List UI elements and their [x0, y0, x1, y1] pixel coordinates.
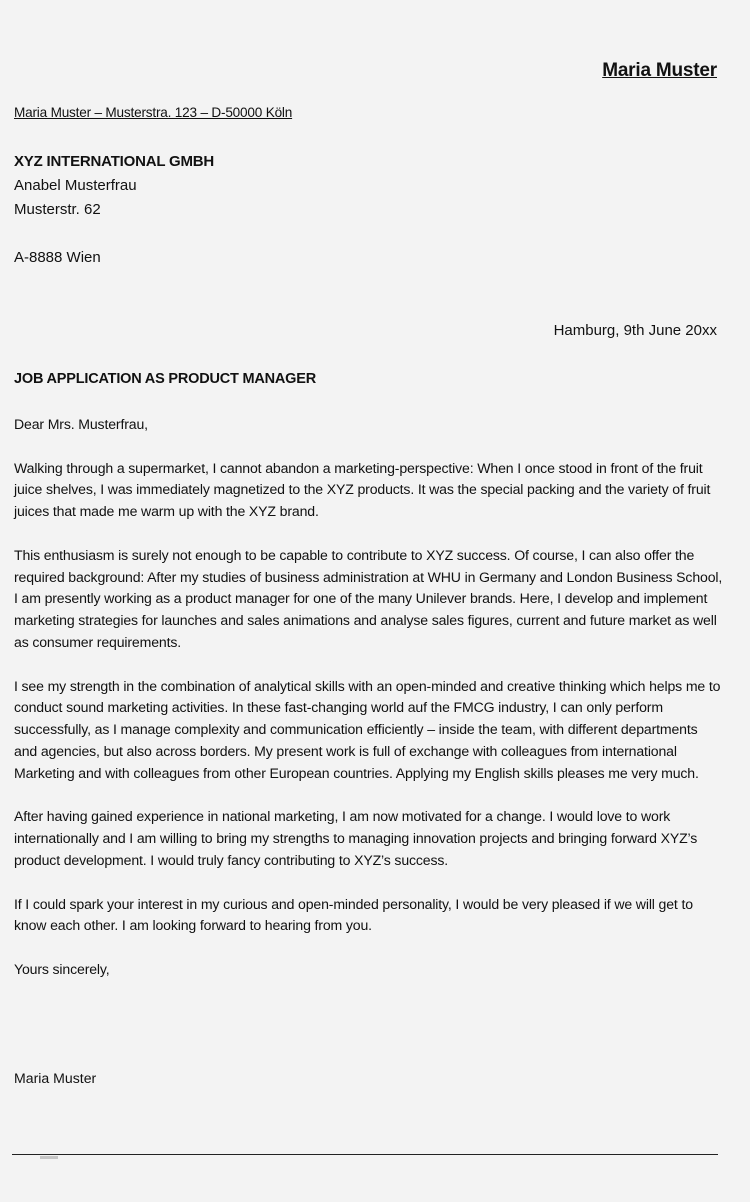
body-paragraph: If I could spark your interest in my curious and open-minded personality, I would be very pleased if we will get to know each other. I am looking forward to hearing from you. [14, 895, 693, 934]
recipient-city: A-8888 Wien [14, 249, 101, 266]
recipient-contact: Anabel Musterfrau [14, 177, 137, 194]
body-paragraph: This enthusiasm is surely not enough to be capable to contribute to XYZ success. Of course, I can also offer the required background: After my studies of business administration at WHU in Germany and London Business School, I am presently working as a product manager for one of the many Unilever brands. Here, I develop and implement marketing strategies for launches and sales animations and analyse sales figures, current and future market as well as consumer requirements. [14, 546, 723, 650]
body-paragraph: Walking through a supermarket, I cannot abandon a marketing-perspective: When I once stood in front of the fruit juice shelves, I was immediately magnetized to the XYZ products. It was the special packing and the variety of fruit juices that made me warm up with the XYZ brand. [14, 459, 711, 520]
footer-divider [12, 1154, 718, 1155]
recipient-street: Musterstr. 62 [14, 201, 101, 218]
sender-name: Maria Muster [602, 60, 717, 81]
body-paragraph: I see my strength in the combination of analytical skills with an open-minded and creative thinking which helps me to conduct sound marketing activities. In these fast-changing world auf the FMCG industry, I can only perform successfully, as I manage complexity and communication efficiently – inside the team, with different departments and agencies, but also across borders. My present work is full of exchange with colleagues from international Marketing and with colleagues from other European countries. Applying my English skills pleases me very much. [14, 677, 721, 781]
letter-body [14, 414, 724, 1003]
place-and-date: Hamburg, 9th June 20xx [553, 322, 717, 339]
body-paragraph: After having gained experience in national marketing, I am now motivated for a change. I would love to work internationally and I am willing to bring my strengths to managing innovation projects and bringing forward XYZ’s product development. I would truly fancy contributing to XYZ’s success. [14, 808, 698, 868]
signature-name: Maria Muster [14, 1070, 97, 1086]
subject-line: JOB APPLICATION AS PRODUCT MANAGER [14, 371, 317, 387]
salutation: Dear Mrs. Musterfrau, [14, 416, 148, 432]
return-address: Maria Muster – Musterstra. 123 – D-50000 Köln [14, 105, 293, 120]
recipient-company: XYZ INTERNATIONAL GMBH [14, 153, 215, 170]
recipient-address-block [14, 150, 214, 270]
footer-mark [40, 1156, 58, 1159]
closing: Yours sincerely, [14, 960, 110, 977]
